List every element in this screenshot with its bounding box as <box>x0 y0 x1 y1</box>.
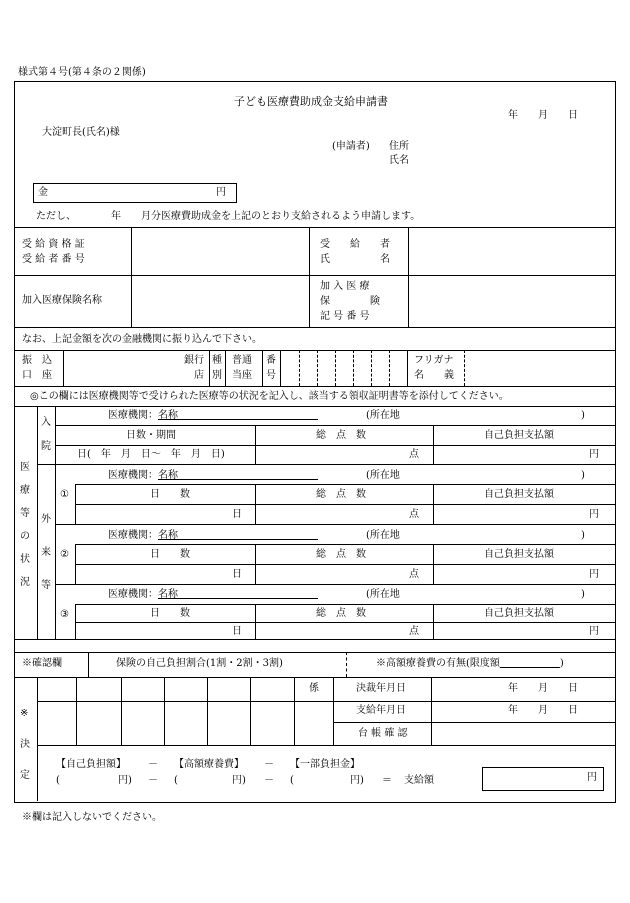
recipient-label-1: 受 給 者 <box>320 239 390 250</box>
bank-label: 銀行 <box>184 355 204 366</box>
num-1: 番 <box>266 355 276 366</box>
high-cost-amount-label: 【高額療養費】 <box>174 759 244 770</box>
inpatient-days-header: 日数・期間 <box>126 430 176 441</box>
toza-label: 当座 <box>232 370 252 381</box>
meigi-label: 名 義 <box>414 370 454 381</box>
paren-open-2: ( <box>174 775 178 786</box>
med-status-2: 療 <box>20 485 30 496</box>
med-note: ◎この欄には医療機関等で受けられた医療等の状況を記入し、該当する領収証明書等を添付してください。 <box>30 391 509 402</box>
cert-label-2: 受 給 者 番 号 <box>22 254 85 265</box>
minus-3: － <box>148 775 158 786</box>
paren-open-3: ( <box>290 775 294 786</box>
num-2: 号 <box>266 370 276 381</box>
branch-label: 店 <box>194 370 204 381</box>
out3-point-unit: 点 <box>409 626 419 637</box>
minus-1: － <box>148 759 158 770</box>
inpatient-location: (所在地 <box>366 410 400 421</box>
partial-label: 【一部負担金】 <box>290 759 360 770</box>
paren-yen-3: 円) <box>350 775 364 786</box>
paren-yen-1: 円) <box>118 775 132 786</box>
out2-yen: 円 <box>589 569 599 580</box>
circ-2: ② <box>60 549 69 560</box>
med-status-3: 等 <box>20 508 30 519</box>
out1-yen: 円 <box>589 509 599 520</box>
paren-open-1: ( <box>56 775 60 786</box>
out3-close: ) <box>581 589 585 600</box>
inpatient-selfpay-header: 自己負担支払額 <box>484 430 554 441</box>
minus-4: － <box>264 775 274 786</box>
inpatient-2: 院 <box>41 441 51 452</box>
out1-day-unit: 日 <box>232 509 242 520</box>
payment-date-line: 年 月 日 <box>508 705 578 716</box>
footer-note: ※欄は記入しないでください。 <box>22 812 162 823</box>
inpatient-point-unit: 点 <box>409 449 419 460</box>
futsu-label: 普通 <box>232 355 252 366</box>
transfer-2: 口 座 <box>22 370 52 381</box>
addressee: 大淀町長(氏名)様 <box>42 127 120 138</box>
med-status-5: 状 <box>20 554 30 565</box>
out1-selfpay-header: 自己負担支払額 <box>484 489 554 500</box>
out1-points-header: 総 点 数 <box>316 489 366 500</box>
paren-yen-2: 円) <box>232 775 246 786</box>
applicant-label: (申請者) <box>332 141 370 152</box>
decision-3: 定 <box>20 770 30 781</box>
decision-1: ※ <box>20 708 29 719</box>
amount-label: 金 <box>38 187 48 198</box>
minus-2: － <box>264 759 274 770</box>
out2-facility: 医療機関：名称 <box>108 530 178 541</box>
out2-days-header: 日 数 <box>150 549 190 560</box>
inpatient-points-header: 総 点 数 <box>316 430 366 441</box>
high-cost-label: ※高額療養費の有無(限度額 ) <box>376 658 564 669</box>
address-label: 住所 <box>389 141 409 152</box>
date-line: 年 月 日 <box>508 110 578 121</box>
circ-1: ① <box>60 489 69 500</box>
insurance-name-label: 加入医療保険名称 <box>22 295 102 306</box>
decision-date-label: 決裁年月日 <box>356 683 406 694</box>
bank-note: なお、上記金額を次の金融機関に振り込んで下さい。 <box>22 334 262 345</box>
form-title: 子ども医療費助成金支給申請書 <box>234 95 388 108</box>
out2-close: ) <box>581 530 585 541</box>
amount-yen: 円 <box>216 187 226 198</box>
inpatient-yen: 円 <box>589 449 599 460</box>
out3-points-header: 総 点 数 <box>316 608 366 619</box>
amount-box[interactable] <box>33 183 237 203</box>
transfer-1: 振 込 <box>22 355 52 366</box>
furigana-label: フリガナ <box>414 355 454 366</box>
outpatient-1: 外 <box>41 514 51 525</box>
inpatient-1: 入 <box>41 417 51 428</box>
ins-sym-2: 保 険 <box>320 296 380 307</box>
ins-sym-1: 加 入 医 療 <box>320 281 370 292</box>
out2-location: (所在地 <box>366 530 400 541</box>
payment-amount-label: 支給額 <box>404 775 434 786</box>
outpatient-3: 等 <box>41 580 51 591</box>
out3-facility: 医療機関：名称 <box>108 589 178 600</box>
out1-days-header: 日 数 <box>150 489 190 500</box>
out2-selfpay-header: 自己負担支払額 <box>484 549 554 560</box>
form-number: 様式第４号(第４条の２関係) <box>18 67 146 78</box>
inpatient-close: ) <box>581 410 585 421</box>
circ-3: ③ <box>60 609 69 620</box>
kakari-label: 係 <box>309 683 319 694</box>
payment-amount-box[interactable] <box>482 767 604 791</box>
decision-2: 決 <box>20 739 30 750</box>
payment-yen: 円 <box>587 772 597 783</box>
name-label: 氏名 <box>389 155 409 166</box>
inpatient-facility: 医療機関：名称 <box>108 410 178 421</box>
med-status-6: 況 <box>20 577 30 588</box>
recipient-label-2: 氏 名 <box>320 254 390 265</box>
cert-label-1: 受 給 資 格 証 <box>22 239 85 250</box>
out2-day-unit: 日 <box>232 569 242 580</box>
type-1: 種 <box>212 355 222 366</box>
type-2: 別 <box>212 370 222 381</box>
out3-yen: 円 <box>589 626 599 637</box>
decision-date-line: 年 月 日 <box>508 683 578 694</box>
out2-point-unit: 点 <box>409 569 419 580</box>
inpatient-period: 日( 年 月 日〜 年 月 日) <box>77 449 225 460</box>
out3-day-unit: 日 <box>232 626 242 637</box>
confirm-label: ※確認欄 <box>22 658 62 669</box>
out1-point-unit: 点 <box>409 509 419 520</box>
equals: ＝ <box>382 775 392 786</box>
proviso: ただし、 年 月分医療費助成金を上記のとおり支給されるよう申請します。 <box>36 211 421 222</box>
med-status-1: 医 <box>20 462 30 473</box>
self-burden-label: 【自己負担額】 <box>56 759 126 770</box>
out3-location: (所在地 <box>366 589 400 600</box>
out3-selfpay-header: 自己負担支払額 <box>484 608 554 619</box>
ins-sym-3: 記 号 番 号 <box>320 311 370 322</box>
out2-points-header: 総 点 数 <box>316 549 366 560</box>
outpatient-2: 来 <box>41 547 51 558</box>
med-status-4: の <box>20 531 30 542</box>
payment-date-label: 支給年月日 <box>356 705 406 716</box>
burden-ratio: 保険の自己負担割合(1割・2割・3割) <box>116 658 283 669</box>
out3-days-header: 日 数 <box>150 608 190 619</box>
out1-close: ) <box>581 470 585 481</box>
ledger-label: 台 帳 確 認 <box>358 728 408 739</box>
out1-location: (所在地 <box>366 470 400 481</box>
out1-facility: 医療機関：名称 <box>108 470 178 481</box>
